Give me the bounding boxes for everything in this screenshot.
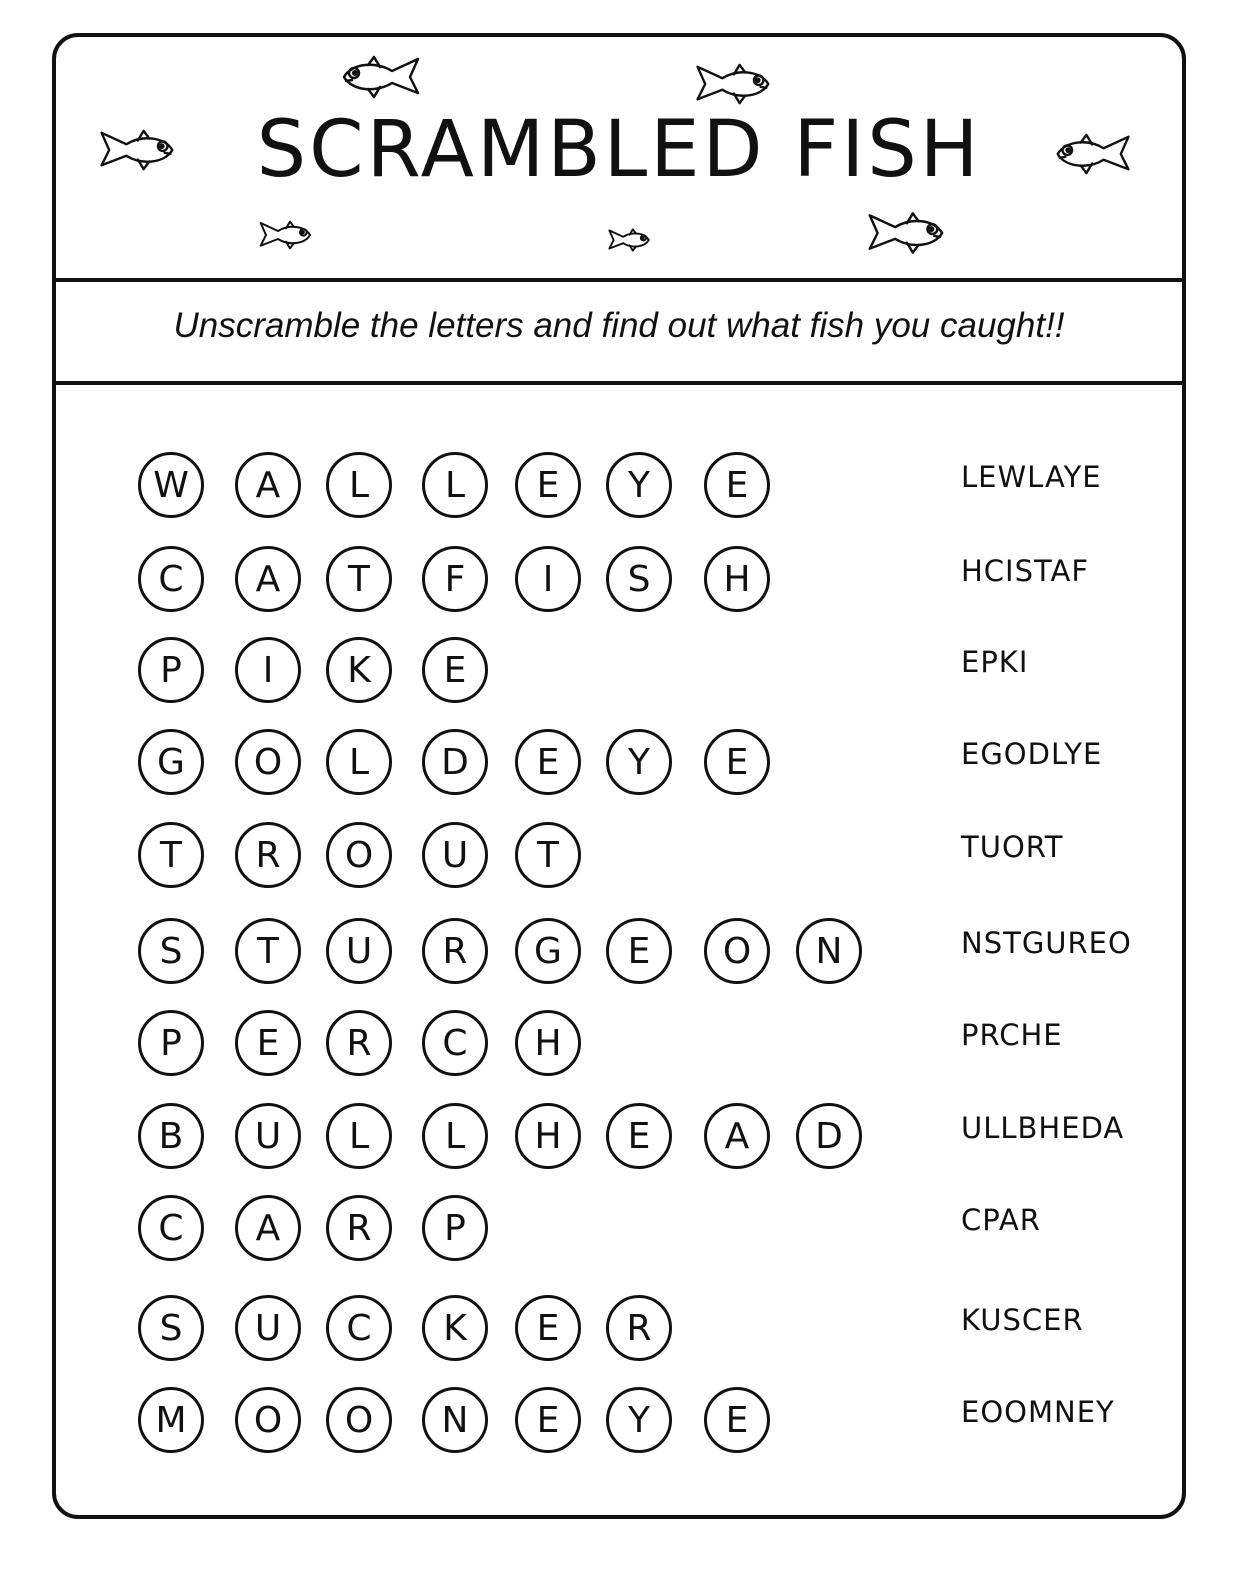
letter-circle[interactable]: L bbox=[326, 1103, 392, 1169]
puzzle-row bbox=[56, 1103, 1182, 1175]
letter-circle[interactable]: E bbox=[422, 637, 488, 703]
letter-circle[interactable]: D bbox=[422, 729, 488, 795]
letter-circle[interactable]: N bbox=[796, 918, 862, 984]
letter-circle[interactable]: O bbox=[704, 918, 770, 984]
letter-circle[interactable]: T bbox=[235, 918, 301, 984]
puzzle-row bbox=[56, 637, 1182, 709]
letter-circle[interactable]: G bbox=[515, 918, 581, 984]
letter-circle[interactable]: G bbox=[138, 729, 204, 795]
letter-circle[interactable]: I bbox=[235, 637, 301, 703]
fish-icon bbox=[254, 219, 314, 251]
letter-circle[interactable]: L bbox=[326, 729, 392, 795]
puzzle-row bbox=[56, 1295, 1182, 1367]
letter-circle[interactable]: I bbox=[515, 546, 581, 612]
letter-circle[interactable]: S bbox=[138, 918, 204, 984]
letter-circle[interactable]: U bbox=[326, 918, 392, 984]
letter-circle[interactable]: H bbox=[515, 1010, 581, 1076]
letter-circle[interactable]: A bbox=[704, 1103, 770, 1169]
scrambled-word: ULLBHEDA bbox=[961, 1111, 1125, 1145]
letter-circle[interactable]: N bbox=[422, 1387, 488, 1453]
letter-circle[interactable]: T bbox=[138, 822, 204, 888]
letter-circle[interactable]: E bbox=[606, 918, 672, 984]
fish-icon bbox=[688, 61, 774, 107]
letter-circle[interactable]: C bbox=[138, 546, 204, 612]
letter-circle[interactable]: T bbox=[326, 546, 392, 612]
letter-circle[interactable]: O bbox=[235, 729, 301, 795]
letter-circle[interactable]: E bbox=[515, 452, 581, 518]
letter-circle[interactable]: P bbox=[138, 1010, 204, 1076]
letter-circle[interactable]: Y bbox=[606, 452, 672, 518]
letter-circle[interactable]: O bbox=[235, 1387, 301, 1453]
letter-circle[interactable]: O bbox=[326, 822, 392, 888]
header bbox=[56, 37, 1182, 282]
letter-circle[interactable]: U bbox=[235, 1103, 301, 1169]
fish-icon bbox=[92, 127, 178, 173]
letter-circle[interactable]: L bbox=[326, 452, 392, 518]
letter-circle[interactable]: H bbox=[704, 546, 770, 612]
puzzle-row bbox=[56, 1387, 1182, 1459]
scrambled-word: NSTGUREO bbox=[961, 926, 1132, 960]
letter-circle[interactable]: O bbox=[326, 1387, 392, 1453]
letter-circle[interactable]: A bbox=[235, 546, 301, 612]
letter-circle[interactable]: E bbox=[606, 1103, 672, 1169]
letter-circle[interactable]: L bbox=[422, 452, 488, 518]
letter-circle[interactable]: E bbox=[704, 1387, 770, 1453]
puzzle-row bbox=[56, 822, 1182, 894]
scrambled-word: HCISTAF bbox=[961, 554, 1089, 588]
letter-circle[interactable]: E bbox=[515, 1295, 581, 1361]
letter-circle[interactable]: D bbox=[796, 1103, 862, 1169]
scrambled-word: EPKI bbox=[961, 645, 1029, 679]
fish-icon bbox=[860, 209, 948, 257]
instructions-bar bbox=[56, 282, 1182, 385]
letter-circle[interactable]: W bbox=[138, 452, 204, 518]
letter-circle[interactable]: K bbox=[326, 637, 392, 703]
letter-circle[interactable]: U bbox=[235, 1295, 301, 1361]
letter-circle[interactable]: Y bbox=[606, 1387, 672, 1453]
letter-circle[interactable]: B bbox=[138, 1103, 204, 1169]
letter-circle[interactable]: E bbox=[515, 1387, 581, 1453]
letter-circle[interactable]: Y bbox=[606, 729, 672, 795]
letter-circle[interactable]: S bbox=[606, 546, 672, 612]
scrambled-word: PRCHE bbox=[961, 1018, 1063, 1052]
page-title: SCRAMBLED FISH bbox=[256, 105, 982, 195]
scrambled-word: EOOMNEY bbox=[961, 1395, 1115, 1429]
letter-circle[interactable]: R bbox=[235, 822, 301, 888]
puzzle-row bbox=[56, 452, 1182, 524]
letter-circle[interactable]: E bbox=[235, 1010, 301, 1076]
scrambled-word: KUSCER bbox=[961, 1303, 1084, 1337]
letter-circle[interactable]: K bbox=[422, 1295, 488, 1361]
letter-circle[interactable]: P bbox=[422, 1195, 488, 1261]
letter-circle[interactable]: C bbox=[326, 1295, 392, 1361]
letter-circle[interactable]: R bbox=[326, 1195, 392, 1261]
worksheet-frame bbox=[52, 33, 1186, 1519]
scrambled-word: CPAR bbox=[961, 1203, 1041, 1237]
instructions-text: Unscramble the letters and find out what fish you caught!! bbox=[173, 306, 1065, 345]
letter-circle[interactable]: C bbox=[138, 1195, 204, 1261]
puzzle-row bbox=[56, 1010, 1182, 1082]
fish-icon bbox=[1052, 131, 1138, 177]
scrambled-word: EGODLYE bbox=[961, 737, 1103, 771]
letter-circle[interactable]: H bbox=[515, 1103, 581, 1169]
letter-circle[interactable]: R bbox=[326, 1010, 392, 1076]
letter-circle[interactable]: R bbox=[422, 918, 488, 984]
letter-circle[interactable]: E bbox=[704, 729, 770, 795]
letter-circle[interactable]: F bbox=[422, 546, 488, 612]
scrambled-word: LEWLAYE bbox=[961, 460, 1102, 494]
letter-circle[interactable]: A bbox=[235, 1195, 301, 1261]
puzzle-row bbox=[56, 918, 1182, 990]
letter-circle[interactable]: U bbox=[422, 822, 488, 888]
letter-circle[interactable]: C bbox=[422, 1010, 488, 1076]
letter-circle[interactable]: P bbox=[138, 637, 204, 703]
puzzle-row bbox=[56, 729, 1182, 801]
fish-icon bbox=[604, 227, 652, 253]
letter-circle[interactable]: M bbox=[138, 1387, 204, 1453]
puzzle-row bbox=[56, 1195, 1182, 1267]
letter-circle[interactable]: L bbox=[422, 1103, 488, 1169]
letter-circle[interactable]: E bbox=[704, 452, 770, 518]
letter-circle[interactable]: S bbox=[138, 1295, 204, 1361]
letter-circle[interactable]: E bbox=[515, 729, 581, 795]
letter-circle[interactable]: R bbox=[606, 1295, 672, 1361]
letter-circle[interactable]: A bbox=[235, 452, 301, 518]
letter-circle[interactable]: T bbox=[515, 822, 581, 888]
fish-icon bbox=[338, 53, 428, 101]
scrambled-word: TUORT bbox=[961, 830, 1064, 864]
puzzle-row bbox=[56, 546, 1182, 618]
